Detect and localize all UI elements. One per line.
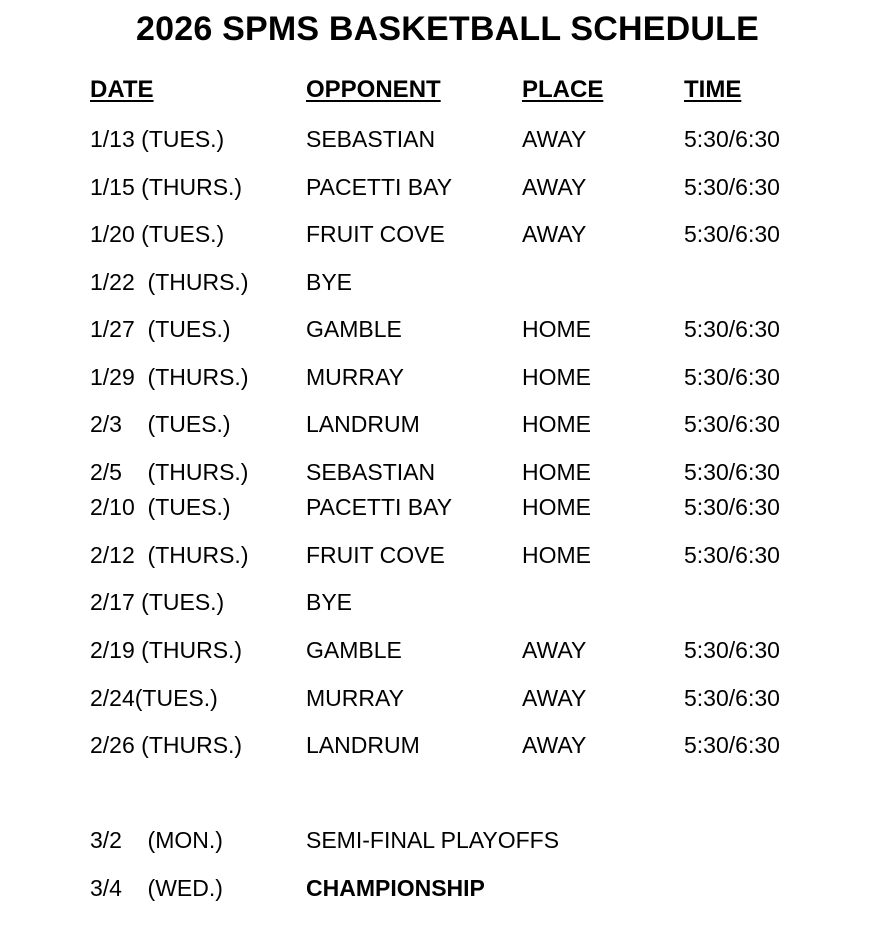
cell-opponent: MURRAY: [306, 364, 404, 390]
cell-time: 5:30/6:30: [684, 494, 780, 520]
table-row: [0, 174, 895, 208]
cell-place: AWAY: [522, 126, 587, 152]
cell-date: 2/3 (TUES.): [90, 411, 231, 437]
cell-date: 3/2 (MON.): [90, 827, 223, 853]
header-date: DATE: [90, 76, 154, 103]
cell-date: 2/26 (THURS.): [90, 732, 243, 758]
table-row: [0, 637, 895, 671]
table-row: [0, 126, 895, 160]
cell-date: 2/5 (THURS.): [90, 459, 249, 485]
playoff-row: [0, 827, 895, 861]
table-row: [0, 494, 895, 528]
cell-opponent: MURRAY: [306, 685, 404, 711]
cell-date: 1/20 (TUES.): [90, 221, 225, 247]
header-opponent: OPPONENT: [306, 76, 441, 103]
cell-opponent: SEBASTIAN: [306, 459, 436, 485]
cell-opponent: BYE: [306, 269, 353, 295]
table-row: [0, 316, 895, 350]
table-row: [0, 589, 895, 623]
cell-event: CHAMPIONSHIP: [306, 875, 485, 901]
cell-date: 1/27 (TUES.): [90, 316, 231, 342]
cell-opponent: LANDRUM: [306, 411, 420, 437]
cell-place: HOME: [522, 316, 591, 342]
cell-opponent: FRUIT COVE: [306, 221, 445, 247]
cell-place: AWAY: [522, 637, 587, 663]
cell-event: SEMI-FINAL PLAYOFFS: [306, 827, 560, 853]
cell-place: AWAY: [522, 685, 587, 711]
header-time: TIME: [684, 76, 742, 103]
cell-time: 5:30/6:30: [684, 316, 780, 342]
table-row: [0, 364, 895, 398]
table-row: [0, 459, 895, 493]
cell-place: HOME: [522, 494, 591, 520]
cell-date: 1/13 (TUES.): [90, 126, 225, 152]
cell-date: 2/17 (TUES.): [90, 589, 225, 615]
cell-opponent: PACETTI BAY: [306, 494, 453, 520]
cell-place: HOME: [522, 411, 591, 437]
cell-time: 5:30/6:30: [684, 542, 780, 568]
cell-time: 5:30/6:30: [684, 221, 780, 247]
table-row: [0, 685, 895, 719]
cell-opponent: BYE: [306, 589, 353, 615]
cell-opponent: SEBASTIAN: [306, 126, 436, 152]
cell-time: 5:30/6:30: [684, 126, 780, 152]
cell-time: 5:30/6:30: [684, 732, 780, 758]
cell-date: 1/22 (THURS.): [90, 269, 249, 295]
cell-date: 2/24(TUES.): [90, 685, 218, 711]
cell-place: HOME: [522, 542, 591, 568]
cell-place: HOME: [522, 364, 591, 390]
playoff-row: [0, 875, 895, 909]
cell-place: AWAY: [522, 174, 587, 200]
cell-opponent: FRUIT COVE: [306, 542, 445, 568]
cell-time: 5:30/6:30: [684, 685, 780, 711]
cell-time: 5:30/6:30: [684, 411, 780, 437]
cell-place: AWAY: [522, 732, 587, 758]
cell-time: 5:30/6:30: [684, 637, 780, 663]
cell-place: HOME: [522, 459, 591, 485]
cell-time: 5:30/6:30: [684, 459, 780, 485]
table-row: [0, 732, 895, 766]
table-row: [0, 411, 895, 445]
table-row: [0, 269, 895, 303]
page-title: 2026 SPMS BASKETBALL SCHEDULE: [136, 10, 759, 48]
cell-opponent: PACETTI BAY: [306, 174, 453, 200]
cell-date: 2/19 (THURS.): [90, 637, 243, 663]
cell-opponent: GAMBLE: [306, 637, 402, 663]
cell-date: 1/29 (THURS.): [90, 364, 249, 390]
cell-date: 2/10 (TUES.): [90, 494, 231, 520]
header-place: PLACE: [522, 76, 604, 103]
cell-time: 5:30/6:30: [684, 364, 780, 390]
cell-date: 3/4 (WED.): [90, 875, 223, 901]
cell-place: AWAY: [522, 221, 587, 247]
cell-date: 1/15 (THURS.): [90, 174, 243, 200]
cell-date: 2/12 (THURS.): [90, 542, 249, 568]
cell-time: 5:30/6:30: [684, 174, 780, 200]
table-row: [0, 221, 895, 255]
cell-opponent: GAMBLE: [306, 316, 402, 342]
cell-opponent: LANDRUM: [306, 732, 420, 758]
table-row: [0, 542, 895, 576]
